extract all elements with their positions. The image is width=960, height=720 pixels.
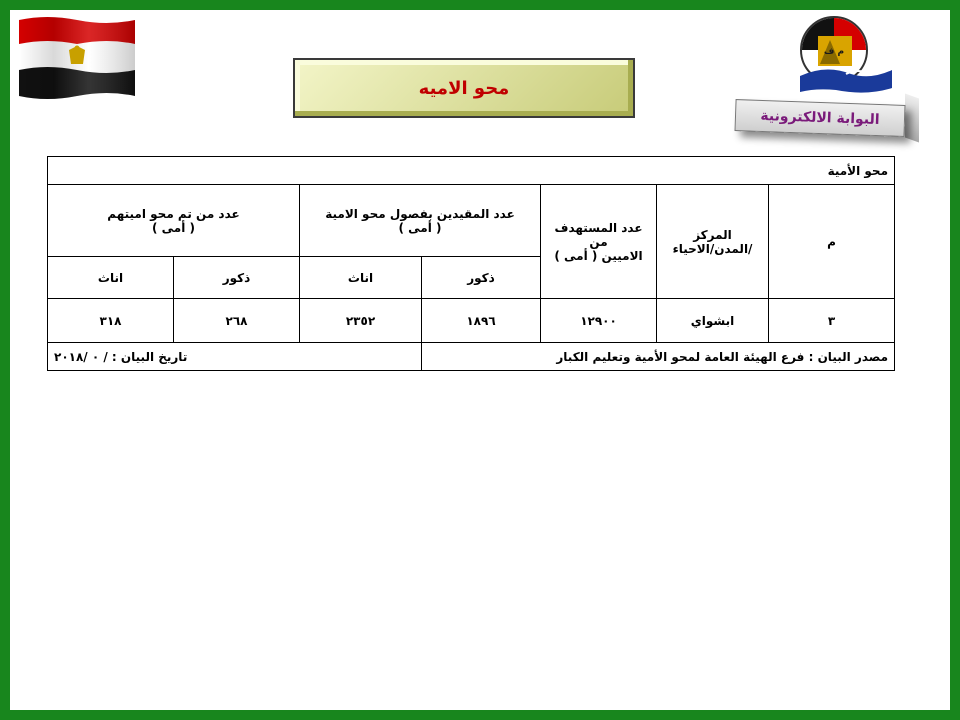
header-center-line2: /المدن/الاحياء	[672, 241, 753, 256]
header-enrolled-line2: ( أمى )	[398, 220, 442, 235]
header-target-line1: عدد المستهدف من	[554, 220, 643, 249]
portal-badge-tab	[905, 93, 919, 142]
literacy-table	[47, 156, 895, 371]
data-source: مصدر البيان : فرع الهيئة العامة لمحو الأمية وتعليم الكبار	[422, 343, 895, 371]
subheader-enrolled-males: ذكور	[422, 257, 541, 299]
cell-target: ١٢٩٠٠	[541, 299, 657, 343]
header-target	[541, 185, 657, 299]
cell-graduated-females: ٣١٨	[48, 299, 174, 343]
header-index: م	[769, 185, 895, 299]
header-enrolled-line1: عدد المقيدين بفصول محو الامية	[325, 206, 515, 221]
header-graduated-line2: ( أمى )	[152, 220, 196, 235]
table-caption: محو الأمية	[48, 157, 895, 185]
header-center-line1: المركز	[693, 227, 732, 242]
cell-index: ٣	[769, 299, 895, 343]
egypt-flag-icon	[17, 14, 137, 100]
governorate-logo-icon	[796, 14, 896, 98]
header-enrolled	[300, 185, 541, 257]
cell-enrolled-females: ٢٣٥٢	[300, 299, 422, 343]
svg-text:م ف: م ف	[823, 47, 845, 57]
page-title: محو الاميه	[418, 77, 510, 99]
portal-link[interactable]	[734, 99, 905, 137]
table-row	[48, 299, 895, 343]
data-date: تاريخ البيان : / ٠ /٢٠١٨	[48, 343, 422, 371]
subheader-graduated-females: اناث	[48, 257, 174, 299]
cell-center: ابشواي	[657, 299, 769, 343]
cell-enrolled-males: ١٨٩٦	[422, 299, 541, 343]
header-center	[657, 185, 769, 299]
portal-label: البوابة الالكترونية	[760, 107, 880, 129]
subheader-graduated-males: ذكور	[174, 257, 300, 299]
header-graduated-line1: عدد من تم محو اميتهم	[107, 206, 240, 221]
header-target-line2: الاميين ( أمى )	[554, 248, 643, 263]
subheader-enrolled-females: اناث	[300, 257, 422, 299]
page-title-box	[293, 58, 635, 118]
cell-graduated-males: ٢٦٨	[174, 299, 300, 343]
header-graduated	[48, 185, 300, 257]
